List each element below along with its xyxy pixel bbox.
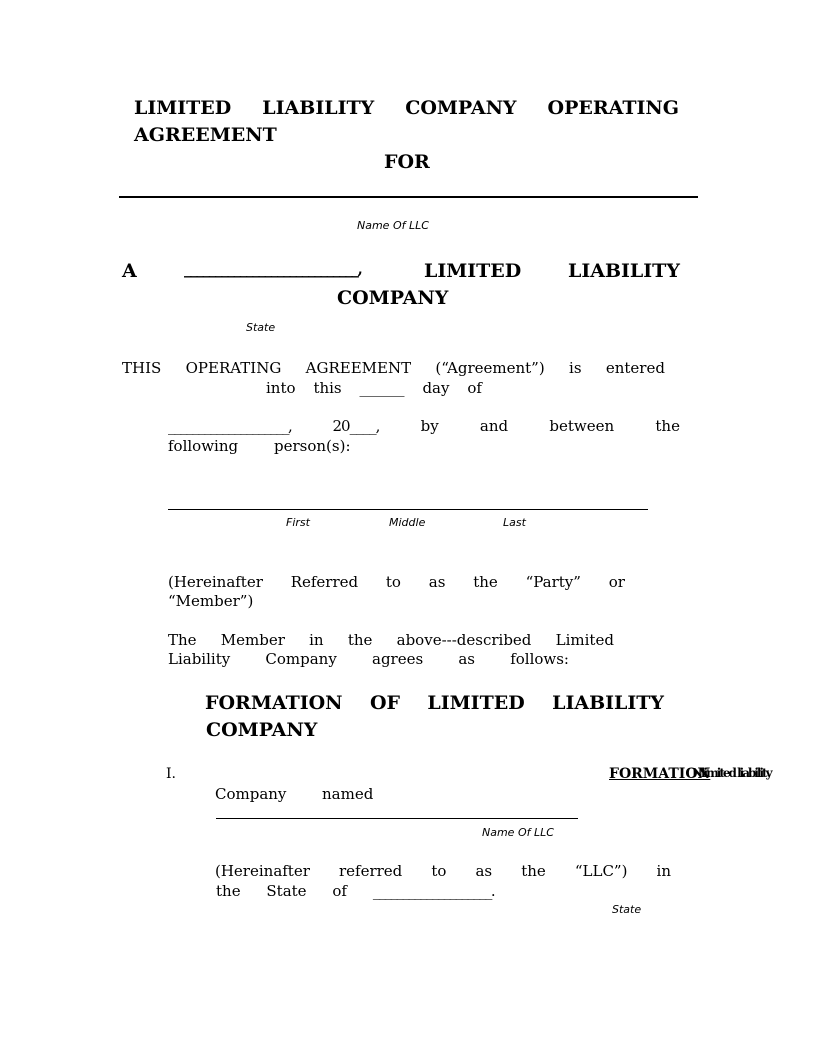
word: in bbox=[309, 631, 324, 649]
section-label: FORMATION bbox=[609, 766, 711, 782]
word: LIMITED bbox=[427, 692, 525, 714]
word: Liability bbox=[168, 650, 231, 668]
word: (Hereinafter bbox=[168, 573, 263, 591]
member-para-line-1 bbox=[168, 631, 614, 649]
title-line-2: AGREEMENT bbox=[134, 124, 277, 146]
section-numeral: I. bbox=[166, 766, 176, 782]
word: and bbox=[479, 417, 509, 435]
word: THIS bbox=[122, 359, 162, 377]
date-blank: ____________________, bbox=[168, 417, 292, 435]
word: Member bbox=[220, 631, 285, 649]
word: as bbox=[428, 573, 446, 591]
member-para-line-2 bbox=[168, 650, 569, 668]
word: follows: bbox=[510, 650, 569, 668]
year-blank: 20____, bbox=[332, 417, 380, 435]
word: of bbox=[467, 379, 482, 397]
formation-heading-line-1 bbox=[205, 692, 664, 714]
intro-line-4-b: person(s): bbox=[274, 437, 351, 455]
day-blank: ______ bbox=[359, 379, 405, 397]
word: “LLC”) bbox=[574, 862, 628, 880]
word: as bbox=[458, 650, 475, 668]
word: or bbox=[608, 573, 625, 591]
intro-line-3 bbox=[168, 417, 680, 435]
word: agrees bbox=[372, 650, 424, 668]
word: to bbox=[385, 573, 401, 591]
word: Referred bbox=[290, 573, 359, 591]
word: the bbox=[216, 882, 241, 900]
word: The bbox=[168, 631, 197, 649]
hereinafter-line-1 bbox=[168, 573, 625, 591]
word: AGREEMENT bbox=[305, 359, 412, 377]
state-title-company: COMPANY bbox=[337, 287, 449, 309]
section-overlap-text: Nlimited liability bbox=[692, 766, 771, 780]
intro-line-4-a: following bbox=[168, 437, 239, 455]
word: the bbox=[655, 417, 680, 435]
title-word: LIMITED bbox=[134, 97, 232, 119]
state-blank: ____________________. bbox=[372, 882, 494, 900]
word: in bbox=[656, 862, 671, 880]
first-name-caption: First bbox=[286, 516, 310, 529]
word: between bbox=[549, 417, 615, 435]
state-title-limited: LIMITED bbox=[424, 260, 522, 282]
word: of bbox=[332, 882, 347, 900]
word: above---described bbox=[396, 631, 532, 649]
word: Limited bbox=[555, 631, 614, 649]
state-title-blank: ____________________________, bbox=[184, 260, 362, 278]
llc-name-caption: Name Of LLC bbox=[357, 219, 429, 232]
section-llc-name-caption: Name Of LLC bbox=[482, 826, 554, 839]
title-word: COMPANY bbox=[405, 97, 517, 119]
word: as bbox=[475, 862, 493, 880]
state-caption: State bbox=[246, 321, 276, 334]
member-name-line bbox=[168, 509, 648, 510]
section-named-word: named bbox=[322, 785, 374, 803]
word: day bbox=[422, 379, 450, 397]
word: the bbox=[521, 862, 546, 880]
word: by bbox=[420, 417, 439, 435]
middle-name-caption: Middle bbox=[389, 516, 426, 529]
word: State bbox=[266, 882, 307, 900]
section-state-caption: State bbox=[612, 903, 642, 916]
word: to bbox=[431, 862, 447, 880]
intro-line-2 bbox=[266, 379, 482, 397]
word: LIABILITY bbox=[552, 692, 664, 714]
word: referred bbox=[338, 862, 403, 880]
section-llc-name-line bbox=[216, 818, 578, 819]
word: FORMATION bbox=[205, 692, 343, 714]
word: into bbox=[266, 379, 296, 397]
title-word: OPERATING bbox=[547, 97, 679, 119]
word: OPERATING bbox=[185, 359, 282, 377]
word: is bbox=[569, 359, 582, 377]
section-line-4 bbox=[216, 882, 494, 900]
title-line-3: FOR bbox=[384, 151, 430, 173]
word: (Hereinafter bbox=[215, 862, 310, 880]
section-company-word: Company bbox=[215, 785, 287, 803]
llc-name-line bbox=[119, 196, 698, 198]
section-line-3 bbox=[215, 862, 671, 880]
state-title-a: A bbox=[122, 260, 137, 282]
formation-heading-line-2: COMPANY bbox=[206, 719, 318, 741]
state-title-liability: LIABILITY bbox=[568, 260, 680, 282]
word: OF bbox=[369, 692, 400, 714]
hereinafter-line-2: “Member”) bbox=[168, 592, 254, 610]
word: “Party” bbox=[525, 573, 581, 591]
word: the bbox=[473, 573, 498, 591]
last-name-caption: Last bbox=[503, 516, 526, 529]
word: Company bbox=[265, 650, 337, 668]
word: entered bbox=[605, 359, 665, 377]
word: the bbox=[347, 631, 373, 649]
intro-line-1 bbox=[122, 359, 665, 377]
word: (“Agreement”) bbox=[435, 359, 545, 377]
word: this bbox=[313, 379, 342, 397]
title-line-1 bbox=[134, 97, 679, 119]
title-word: LIABILITY bbox=[262, 97, 375, 119]
